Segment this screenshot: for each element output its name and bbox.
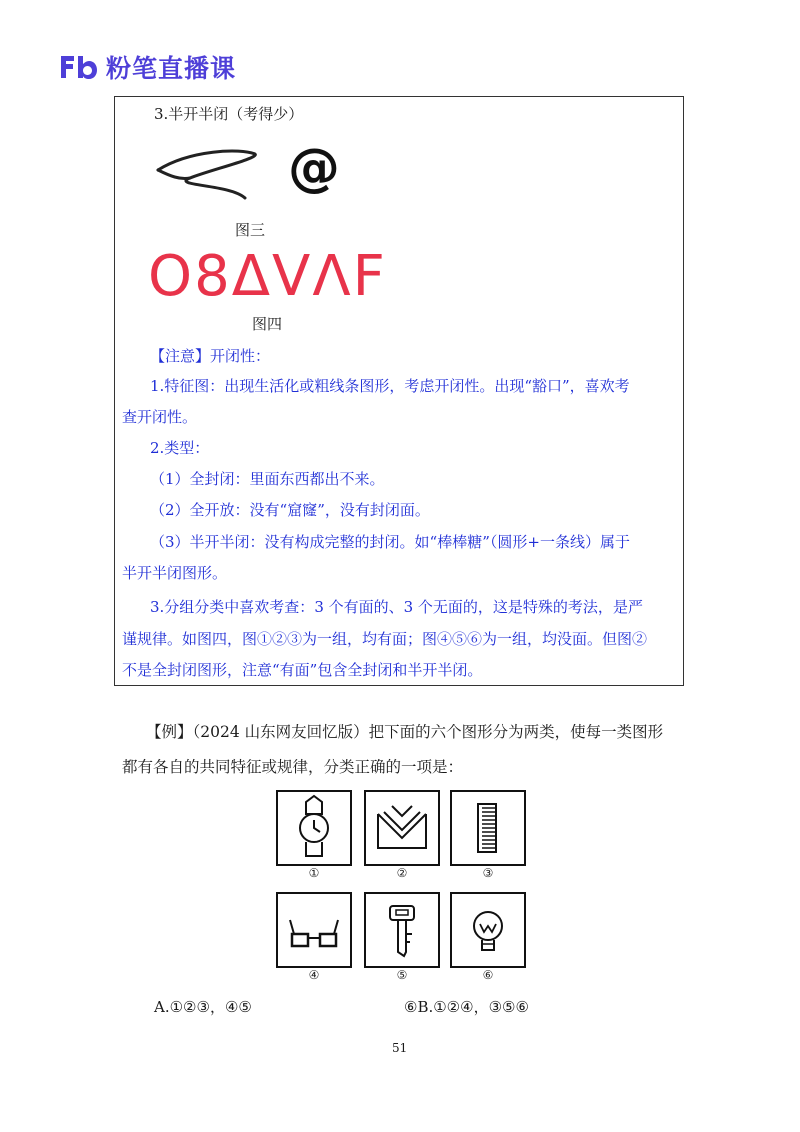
- note-p2-a: （1）全封闭：里面东西都出不来。: [150, 470, 385, 488]
- page-number: 51: [392, 1041, 408, 1055]
- label-3: ③: [482, 866, 494, 880]
- note-p1-line2: 查开闭性。: [122, 408, 198, 426]
- note-p2-c-line1: （3）半开半闭：没有构成完整的封闭。如“棒棒糖”（圆形+一条线）属于: [150, 533, 630, 551]
- note-p2: 2.类型：: [150, 439, 210, 457]
- label-5: ⑤: [396, 968, 408, 982]
- note-p3-line3: 不是全封闭图形，注意“有面”包含全封闭和半开半闭。: [122, 661, 483, 679]
- note-p2-c-line2: 半开半闭图形。: [122, 564, 228, 582]
- figure-three: [150, 140, 350, 200]
- figure-three-label: 图三: [235, 221, 266, 239]
- label-2: ②: [396, 866, 408, 880]
- lightbulb-icon: [450, 892, 526, 968]
- fb-logo-icon: [58, 52, 98, 82]
- glasses-icon: [276, 892, 352, 968]
- label-4: ④: [308, 968, 320, 982]
- note-p2-b: （2）全开放：没有“窟窿”，没有封闭面。: [150, 501, 430, 519]
- option-a: A.①②③，④⑤: [154, 998, 252, 1016]
- note-p3-line1: 3.分组分类中喜欢考查：3 个有面的、3 个无面的，这是特殊的考法，是严: [150, 598, 643, 616]
- watch-icon: [276, 790, 352, 866]
- open-loop-shape: [158, 151, 255, 198]
- figure-four-symbols: O8ΔVΛF: [148, 244, 387, 309]
- key-icon: [364, 892, 440, 968]
- at-sign: @: [288, 140, 340, 198]
- header-logo: [58, 50, 236, 84]
- note-p3-line2: 谨规律。如图四，图①②③为一组，均有面；图④⑤⑥为一组，均没面。但图②: [122, 630, 648, 648]
- note-title: 【注意】开闭性：: [150, 347, 271, 365]
- example-line2: 都有各自的共同特征或规律，分类正确的一项是：: [122, 758, 464, 776]
- comb-icon: [450, 790, 526, 866]
- label-6: ⑥: [482, 968, 494, 982]
- option-b: ⑥B.①②④，③⑤⑥: [404, 998, 529, 1016]
- brand-name: 粉笔直播课: [106, 54, 237, 83]
- figure-four-label: 图四: [252, 315, 283, 333]
- section-heading: 3.半开半闭（考得少）: [154, 105, 304, 123]
- note-p1-line1: 1.特征图：出现生活化或粗线条图形，考虑开闭性。出现“豁口”，喜欢考: [150, 377, 630, 395]
- envelope-icon: [364, 790, 440, 866]
- example-line1: 【例】（2024 山东网友回忆版）把下面的六个图形分为两类，使每一类图形: [146, 723, 664, 741]
- label-1: ①: [308, 866, 320, 880]
